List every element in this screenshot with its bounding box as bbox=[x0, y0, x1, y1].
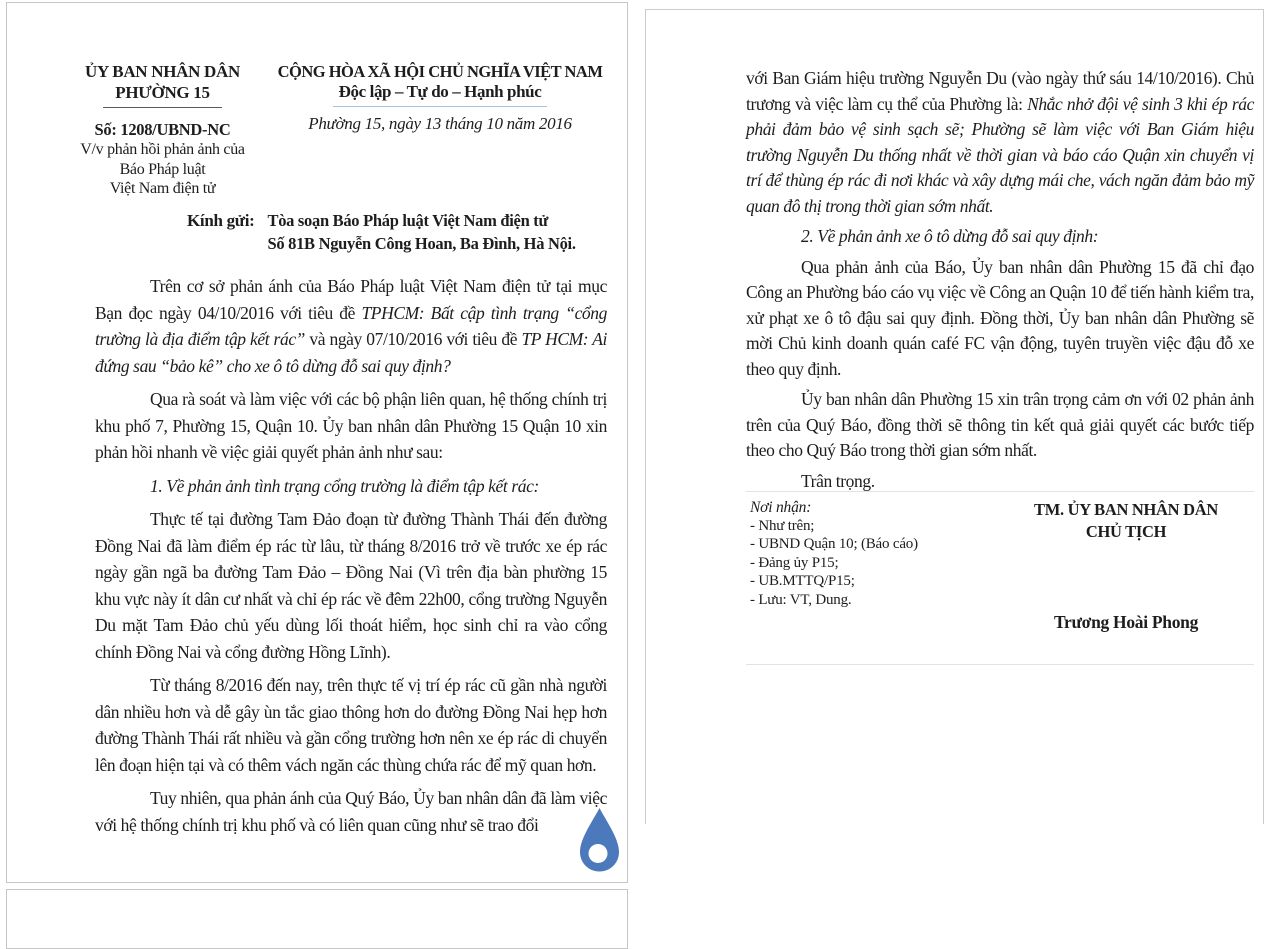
subject-line3: Việt Nam điện tử bbox=[109, 180, 216, 197]
distribution-label: Nơi nhận: bbox=[750, 499, 812, 516]
distribution-list bbox=[750, 498, 1000, 609]
signature-block bbox=[991, 499, 1261, 633]
org-name-underline bbox=[103, 83, 221, 108]
distribution-item: - UB.MTTQ/P15; bbox=[750, 573, 855, 590]
footer-divider-top bbox=[746, 491, 1254, 492]
document-number: Số: 1208/UBND-NC bbox=[94, 120, 231, 139]
org-name-line1: ỦY BAN NHÂN DÂN bbox=[85, 62, 240, 81]
paragraph-6-measures: Nhắc nhở đội vệ sinh 3 khi ép rác phải đảm bảo vệ sinh sạch sẽ; Phường sẽ làm việc với Ban Giám hiệu trường Nguyễn Du thống nhất về thời gian và báo cáo Quận xin chuyển vị trí để thùng ép rác đi nơi khác và xây dựng mái che, vách ngăn đảm bảo mỹ quan đô thị trong thời gian sớm nhất. bbox=[746, 93, 1254, 216]
water-drop-icon bbox=[577, 807, 622, 873]
paragraph-5: Tuy nhiên, qua phản ánh của Quý Báo, Ủy ban nhân dân đã làm việc với hệ thống chính trị khu phố và có liên quan cũng như sẽ trao đổi bbox=[95, 788, 607, 835]
recipient-line2: Số 81B Nguyễn Công Hoan, Ba Đình, Hà Nội. bbox=[267, 234, 576, 253]
paragraph-1-text-2: và ngày 07/10/2016 với tiêu đề bbox=[305, 329, 522, 349]
distribution-item: - Như trên; bbox=[750, 518, 815, 534]
national-motto-underline bbox=[333, 82, 548, 107]
document-page-2 bbox=[645, 9, 1264, 824]
distribution-item: - Đảng ủy P15; bbox=[750, 554, 839, 571]
distribution-item: - UBND Quận 10; (Báo cáo) bbox=[750, 536, 918, 553]
page2-body bbox=[746, 66, 1254, 494]
footer-divider-bottom bbox=[746, 664, 1254, 665]
page1-body bbox=[95, 273, 607, 838]
paragraph-1-article-title-1: TPHCM: Bất cập tình trạng “cổng trường là địa điểm tập kết rác” bbox=[95, 302, 607, 349]
paragraph-6 bbox=[746, 66, 1254, 219]
paragraph-1-text: Trên cơ sở phản ánh của Báo Pháp luật Việt Nam điện tử tại mục Bạn đọc ngày 04/10/2016 với tiêu đề bbox=[95, 276, 607, 323]
place-date-line: Phường 15, ngày 13 tháng 10 năm 2016 bbox=[308, 114, 572, 133]
subject-line1: V/v phản hồi phản ảnh của bbox=[80, 141, 245, 158]
paragraph-3: Thực tế tại đường Tam Đảo đoạn từ đường Thành Thái đến đường Đồng Nai đã làm điểm ép rác từ lâu, từ tháng 8/2016 trở về trước xe ép rác ngày gần ngã ba đường Tam Đảo – Đồng Nai (Vì trên địa bàn phường 15 khu vực này ít dân cư nhất và chỉ ép rác về đêm 22h00, cổng trường Nguyễn Du mặt Tam Đảo chủ yếu dùng lối thoát hiểm, học sinh chỉ ra vào cổng chính Đồng Nai và cổng đường Hồng Lĩnh). bbox=[95, 509, 607, 662]
document-page-1 bbox=[6, 2, 628, 883]
org-name-line2: PHƯỜNG 15 bbox=[115, 83, 210, 102]
signature-authority-line2: CHỦ TỊCH bbox=[1085, 521, 1167, 541]
signer-name: Trương Hoài Phong bbox=[1053, 612, 1199, 632]
national-motto: Độc lập – Tự do – Hạnh phúc bbox=[338, 82, 542, 101]
distribution-item: - Lưu: VT, Dung. bbox=[750, 591, 852, 608]
national-title: CỘNG HÒA XÃ HỘI CHỦ NGHĨA VIỆT NAM bbox=[277, 62, 603, 81]
paragraph-7: Qua phản ảnh của Báo, Ủy ban nhân dân Phường 15 đã chỉ đạo Công an Phường báo cáo vụ việc về Công an Quận 10 để tiến hành kiểm tra, xử phạt xe ô tô đậu sai quy định. Đồng thời, Ủy ban nhân dân Phường sẽ mời Chủ kinh doanh quán café FC vận động, tuyên truyền việc đậu đỗ xe theo quy định. bbox=[746, 256, 1254, 379]
signature-authority-line1: TM. ỦY BAN NHÂN DÂN bbox=[1034, 500, 1218, 519]
paragraph-6-text: với Ban Giám hiệu trường Nguyễn Du (vào ngày thứ sáu 14/10/2016). Chủ trương và việc làm cụ thể của Phường là: bbox=[746, 68, 1254, 114]
paragraph-1-article-title-2: TP HCM: Ai đứng sau “bảo kê” cho xe ô tô dừng đỗ sai quy định? bbox=[95, 329, 608, 376]
recipient-label: Kính gửi: bbox=[187, 211, 255, 230]
national-header-block bbox=[265, 61, 615, 134]
section-1-heading: 1. Về phản ảnh tình trạng cổng trường là điểm tập kết rác: bbox=[150, 475, 539, 496]
paragraph-1 bbox=[95, 273, 607, 379]
paragraph-8: Ủy ban nhân dân Phường 15 xin trân trọng cảm ơn với 02 phản ảnh trên của Quý Báo, đồng thời sẽ thông tin kết quả giải quyết các bước tiếp theo cho Quý Báo trong thời gian sớm nhất. bbox=[746, 389, 1254, 460]
document-page-3-stub bbox=[6, 889, 628, 949]
subject-line2: Báo Pháp luật bbox=[119, 160, 206, 178]
section-2-heading: 2. Về phản ảnh xe ô tô dừng đỗ sai quy định: bbox=[801, 226, 1099, 246]
paragraph-2: Qua rà soát và làm việc với các bộ phận liên quan, hệ thống chính trị khu phố 7, Phường 15, Quận 10. Ủy ban nhân dân Phường 15 Quận 10 xin phản hồi nhanh về việc giải quyết phản ảnh như sau: bbox=[95, 389, 607, 462]
paragraph-4: Từ tháng 8/2016 đến nay, trên thực tế vị trí ép rác cũ gần nhà người dân nhiều hơn và dễ gây ùn tắc giao thông hơn do đường Đồng Nai hẹp hơn đường Thành Thái rất nhiều và gần cổng trường hơn nên xe ép rác di chuyển lên đoạn hiện tại và có thêm vách ngăn các thùng chứa rác để mỹ quan hơn. bbox=[95, 675, 607, 775]
recipient-line1: Tòa soạn Báo Pháp luật Việt Nam điện tử bbox=[267, 211, 549, 230]
closing-line: Trân trọng. bbox=[801, 470, 875, 491]
recipient-block bbox=[187, 209, 576, 255]
issuing-authority-block bbox=[55, 61, 270, 199]
